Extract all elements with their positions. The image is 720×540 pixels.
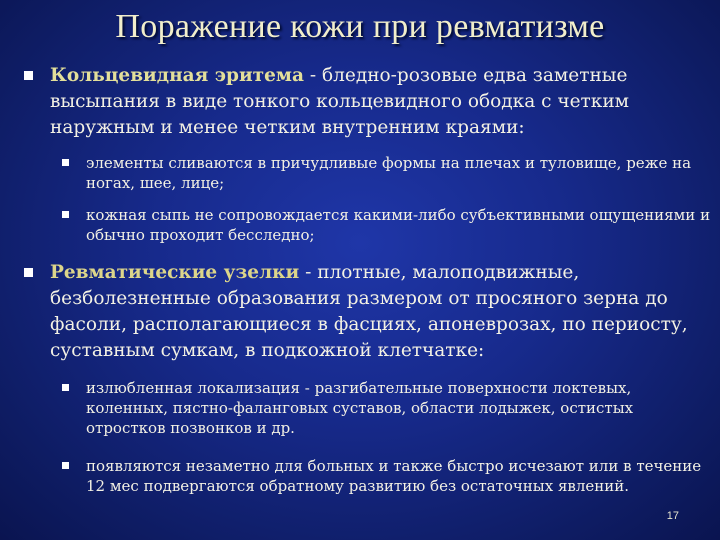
- sub-bullet-text: кожная сыпь не сопровождается какими-либо субъективными ощущениями и обычно проходит бесследно;: [86, 206, 711, 244]
- square-bullet-icon: [24, 268, 33, 277]
- bullet-item-rheumatic-nodules: [50, 260, 710, 364]
- sub-bullet-text: элементы сливаются в причудливые формы на плечах и туловище, реже на ногах, шее, лице;: [86, 154, 692, 192]
- bullet-term: Ревматические узелки: [50, 262, 300, 283]
- sub-bullet-text: появляются незаметно для больных и также быстро исчезают или в течение 12 мес подвергаются обратному развитию без остаточных явлений.: [86, 457, 702, 495]
- page-number: 17: [666, 510, 679, 522]
- sub-bullet-item: [86, 205, 716, 245]
- bullet-text: - плотные, малоподвижные, безболезненные образования размером от просяного зерна до фасоли, располагающиеся в фасциях, апоневрозах, по периосту, суставным сумкам, в подкожной клетчатке:: [50, 262, 688, 361]
- sub-bullet-item: [86, 378, 686, 438]
- square-bullet-icon: [62, 462, 69, 469]
- slide-title: Поражение кожи при ревматизме: [115, 8, 605, 45]
- square-bullet-icon: [62, 159, 69, 166]
- square-bullet-icon: [62, 211, 69, 218]
- square-bullet-icon: [24, 71, 33, 80]
- square-bullet-icon: [62, 384, 69, 391]
- bullet-term: Кольцевидная эритема: [50, 65, 304, 86]
- sub-bullet-item: [86, 456, 716, 496]
- bullet-item-ring-erythema: [50, 63, 650, 141]
- sub-bullet-item: [86, 153, 716, 193]
- sub-bullet-text: излюбленная локализация - разгибательные поверхности локтевых, коленных, пястно-фаланговых суставов, области лодыжек, остистых отростков позвонков и др.: [86, 379, 634, 437]
- bullet-text: - бледно-розовые едва заметные высыпания в виде тонкого кольцевидного ободка с четким наружным и менее четким внутренним краями:: [50, 65, 630, 138]
